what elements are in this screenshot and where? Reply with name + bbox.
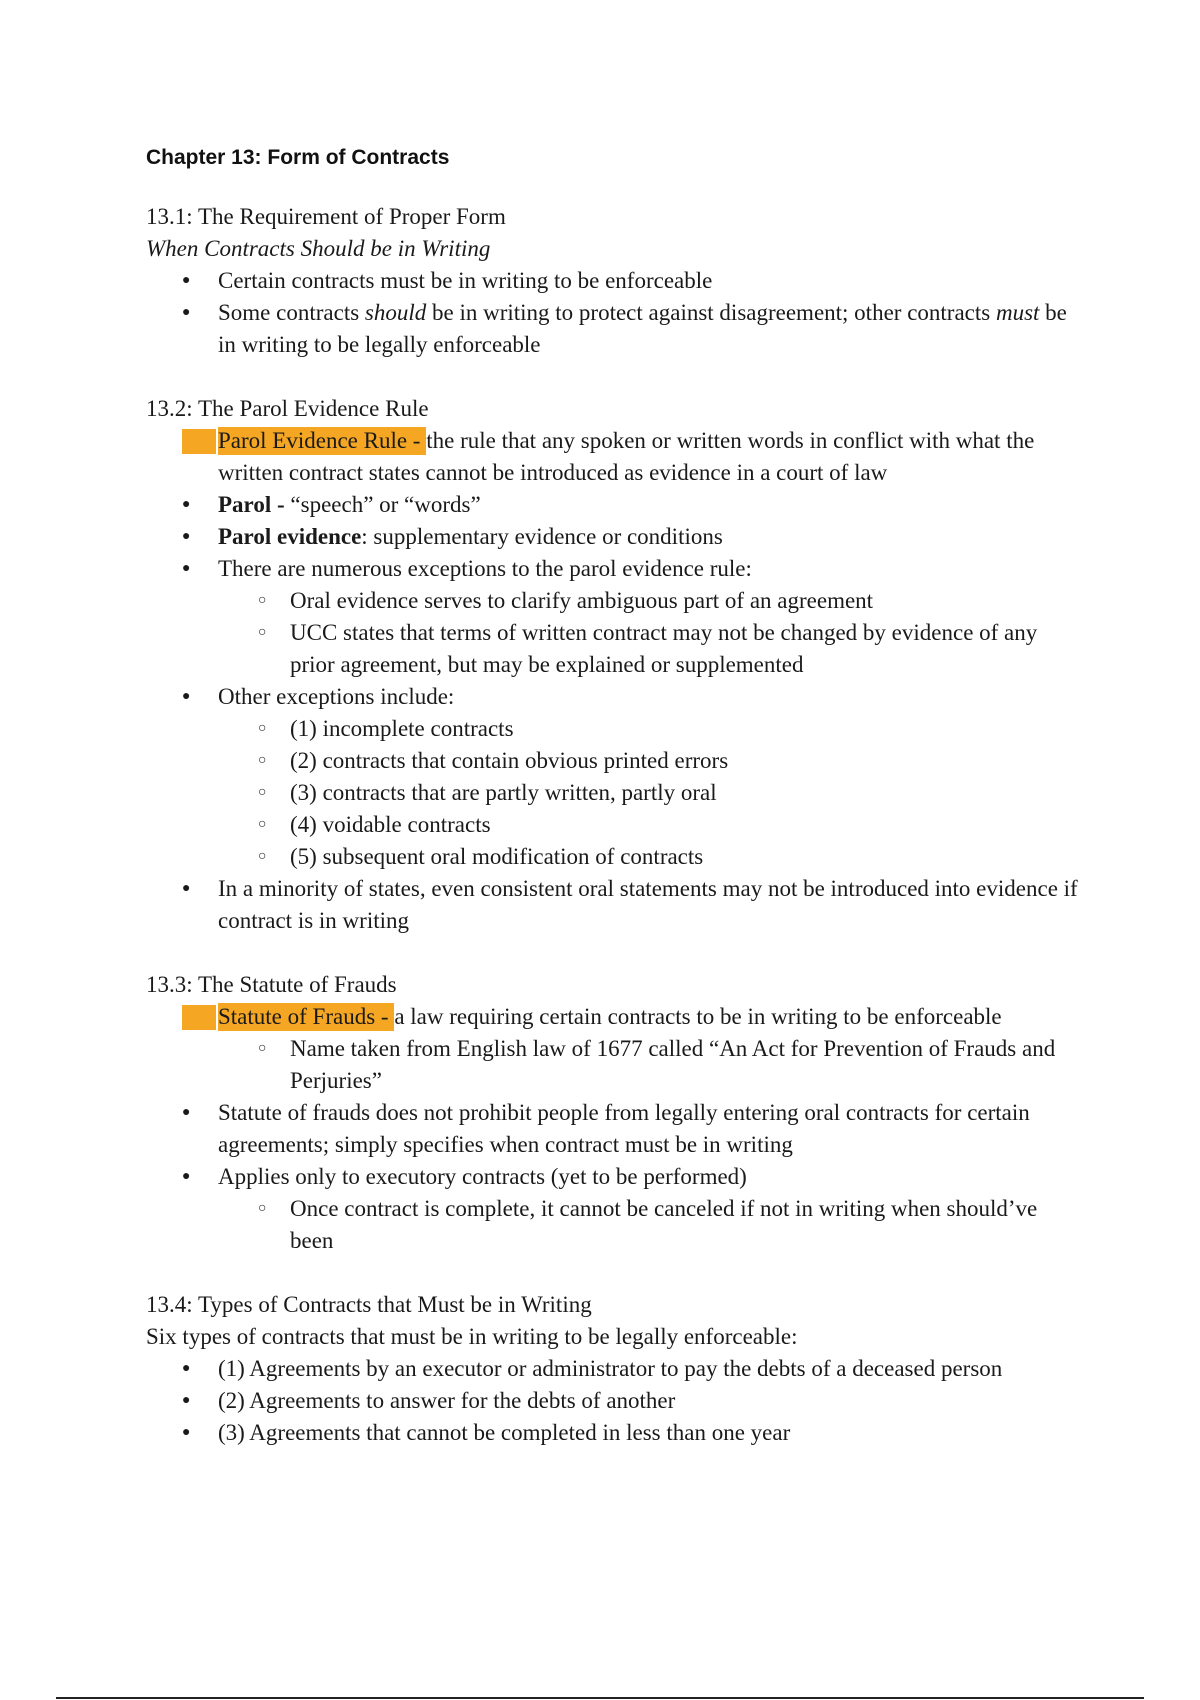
sub-list-item: ○ Oral evidence serves to clarify ambiguous part of an agreement bbox=[218, 585, 1086, 617]
section-intro: Six types of contracts that must be in writing to be legally enforceable: bbox=[146, 1324, 798, 1349]
bold-term: Parol evidence bbox=[218, 524, 362, 549]
list-item-text: Some contracts bbox=[218, 300, 365, 325]
sub-list-item: ○ Once contract is complete, it cannot be canceled if not in writing when should’ve been bbox=[218, 1193, 1086, 1257]
list-item-text: : supplementary evidence or conditions bbox=[361, 524, 723, 549]
highlight-mark bbox=[182, 1005, 216, 1030]
list-item-text: “speech” or “words” bbox=[290, 492, 481, 517]
list-item-highlighted bbox=[146, 425, 1086, 489]
list-item-text: Statute of frauds does not prohibit people from legally entering oral contracts for certain agreements; simply specifies when contract must be in writing bbox=[218, 1100, 1030, 1157]
section-subheading: When Contracts Should be in Writing bbox=[146, 236, 491, 261]
section-heading: 13.2: The Parol Evidence Rule bbox=[146, 396, 429, 421]
bullet-list bbox=[146, 1353, 1086, 1449]
list-item bbox=[146, 553, 1086, 681]
section-13-3 bbox=[146, 969, 1086, 1257]
list-item: ● (3) Agreements that cannot be completed in less than one year bbox=[146, 1417, 1086, 1449]
list-item bbox=[146, 1161, 1086, 1257]
list-item-text: be in writing to protect against disagreement; other contracts bbox=[426, 300, 996, 325]
chapter-title: Chapter 13: Form of Contracts bbox=[146, 146, 450, 169]
list-item bbox=[146, 521, 1086, 553]
list-item-highlighted bbox=[146, 1001, 1086, 1097]
sub-list-item: ○ UCC states that terms of written contract may not be changed by evidence of any prior agreement, but may be explained or supplemented bbox=[218, 617, 1086, 681]
list-item-text: Other exceptions include: bbox=[218, 684, 455, 709]
list-item bbox=[146, 1097, 1086, 1161]
list-item bbox=[146, 873, 1086, 937]
page-bottom-rule bbox=[56, 1697, 1144, 1699]
list-item-text: In a minority of states, even consistent oral statements may not be introduced into evidence if contract is in writing bbox=[218, 876, 1078, 933]
section-heading: 13.4: Types of Contracts that Must be in Writing bbox=[146, 1292, 592, 1317]
sub-list-item: ○ (5) subsequent oral modification of contracts bbox=[218, 841, 1086, 873]
list-item-text: Applies only to executory contracts (yet to be performed) bbox=[218, 1164, 747, 1189]
emphasis-text: should bbox=[364, 300, 427, 325]
section-13-2 bbox=[146, 393, 1086, 937]
emphasis-text: must bbox=[995, 300, 1040, 325]
highlight-mark bbox=[182, 429, 216, 454]
list-item-text: a law requiring certain contracts to be in writing to be enforceable bbox=[394, 1004, 1002, 1029]
list-item bbox=[146, 297, 1086, 361]
sub-list bbox=[218, 585, 1086, 681]
bullet-list bbox=[146, 265, 1086, 361]
list-item: ● (1) Agreements by an executor or administrator to pay the debts of a deceased person bbox=[146, 1353, 1086, 1385]
list-item-text: be in writing to be legally enforceable bbox=[218, 300, 1067, 357]
list-item-text: There are numerous exceptions to the parol evidence rule: bbox=[218, 556, 752, 581]
section-13-1 bbox=[146, 201, 1086, 361]
section-heading: 13.3: The Statute of Frauds bbox=[146, 972, 397, 997]
bullet-list bbox=[146, 1001, 1086, 1257]
list-item bbox=[146, 489, 1086, 521]
bold-term: Parol - bbox=[218, 492, 291, 517]
list-item bbox=[146, 681, 1086, 873]
sub-list-item: ○ Name taken from English law of 1677 called “An Act for Prevention of Frauds and Perjuries” bbox=[218, 1033, 1086, 1097]
section-heading: 13.1: The Requirement of Proper Form bbox=[146, 204, 506, 229]
sub-list bbox=[218, 1193, 1086, 1257]
sub-list-item: ○ (3) contracts that are partly written, partly oral bbox=[218, 777, 1086, 809]
sub-list-item: ○ (2) contracts that contain obvious printed errors bbox=[218, 745, 1086, 777]
sub-list-item: ○ (4) voidable contracts bbox=[218, 809, 1086, 841]
sub-list bbox=[218, 713, 1086, 873]
sub-list-item: ○ (1) incomplete contracts bbox=[218, 713, 1086, 745]
sub-list bbox=[218, 1033, 1086, 1097]
highlighted-term: Parol Evidence Rule - bbox=[218, 428, 427, 453]
list-item bbox=[146, 265, 1086, 297]
document-page bbox=[146, 143, 1086, 1449]
section-13-4 bbox=[146, 1289, 1086, 1449]
list-item-text: Certain contracts must be in writing to be enforceable bbox=[218, 268, 713, 293]
bullet-list bbox=[146, 425, 1086, 937]
highlighted-term: Statute of Frauds - bbox=[218, 1004, 395, 1029]
list-item-text: the rule that any spoken or written words in conflict with what the written contract states cannot be introduced as evidence in a court of law bbox=[218, 428, 1035, 485]
list-item: ● (2) Agreements to answer for the debts of another bbox=[146, 1385, 1086, 1417]
